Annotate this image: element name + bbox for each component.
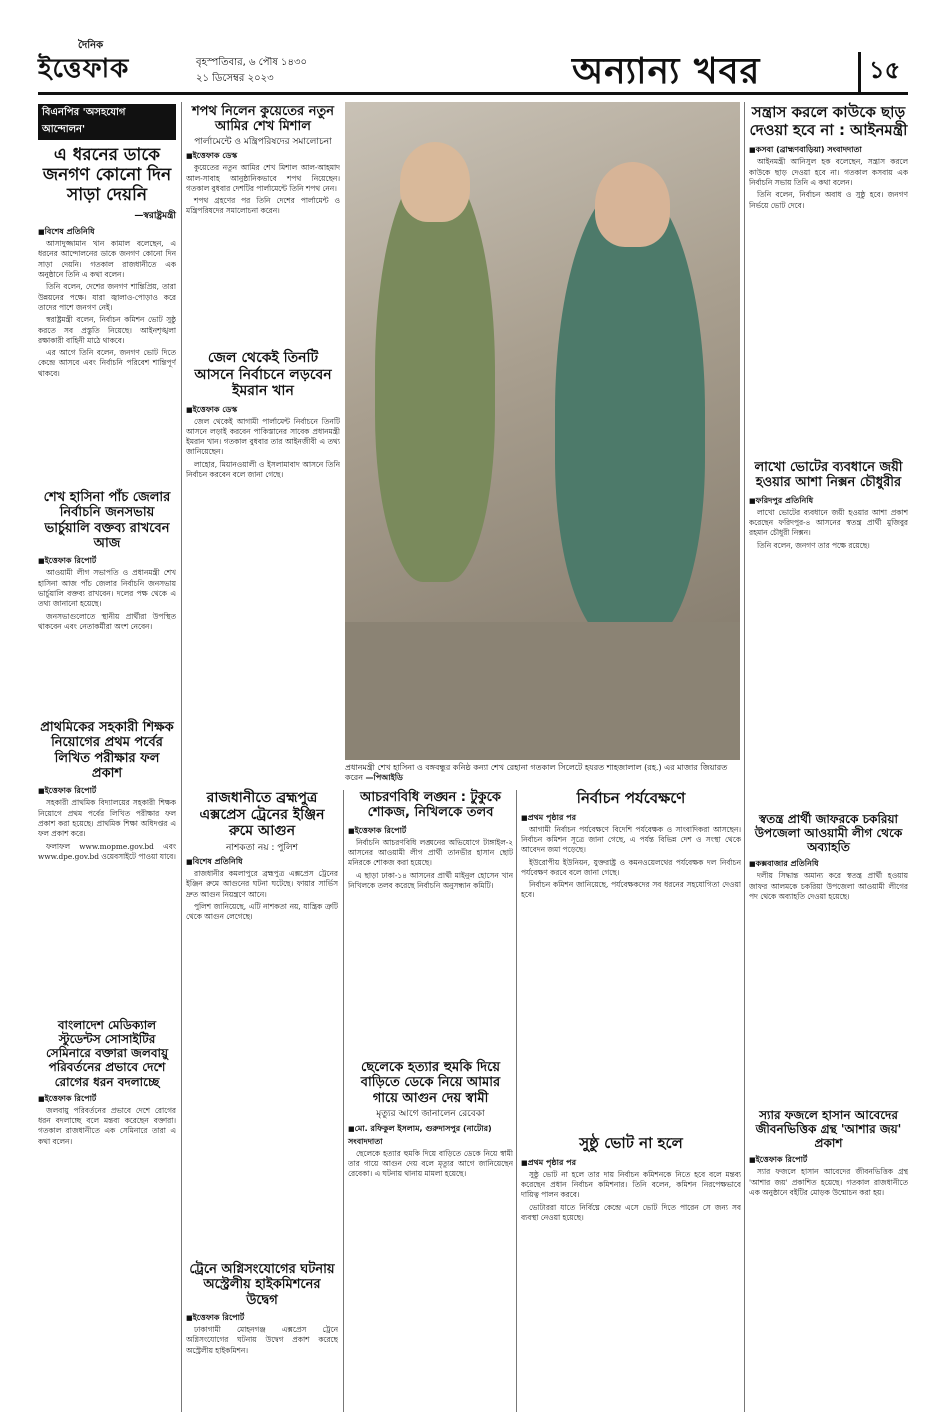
paragraph: তিনি বলেন, নির্বাচন অবাধ ও সুষ্ঠু হবে। জনগণ নির্ভয়ে ভোট দেবে। <box>749 190 908 210</box>
column-divider <box>343 790 344 1412</box>
article-pm-rally <box>38 490 176 743</box>
article-headline: স্বতন্ত্র প্রার্থী জাফরকে চকরিয়া উপজেলা আওয়ামী লীগ থেকে অব্যাহতি <box>754 812 903 855</box>
article-headline: শপথ নিলেন কুয়েতের নতুন আমির শেখ মিশাল <box>191 104 335 135</box>
column-divider <box>744 102 745 1412</box>
article-body <box>38 798 176 978</box>
masthead-rule <box>38 92 908 95</box>
article-byline: ■ কসবা (ব্রাহ্মণবাড়িয়া) সংবাদদাতা <box>749 144 908 157</box>
article-bnp-movement <box>38 104 176 529</box>
date-bangla: বৃহস্পতিবার, ৬ পৌষ ১৪৩০ <box>196 57 308 68</box>
paragraph: ঢাকাগামী মোহনগঞ্জ এক্সপ্রেস ট্রেনে অগ্নিসংযোগের ঘটনায় উদ্বেগ প্রকাশ করেছে অস্ট্রেলীয় হাইকমিশন। <box>186 1324 338 1355</box>
article-headline: ছেলেকে হত্যার হুমকি দিয়ে বাড়িতে ডেকে নিয়ে আমার গায়ে আগুন দেয় স্বামী <box>360 1060 501 1106</box>
article-byline: ■ ফরিদপুর প্রতিনিধি <box>749 495 908 508</box>
article-kuwait-emir <box>186 104 340 303</box>
paragraph: আওয়ামী লীগ সভাপতি ও প্রধানমন্ত্রী শেখ হাসিনা আজ পাঁচ জেলার নির্বাচনি জনসভায় ভার্চুয়ালি বক্তব্য রাখবেন। দলের পক্ষ থেকে এ তথ্য জানানো হয়েছে। <box>38 568 176 609</box>
article-headline: ট্রেনে অগ্নিসংযোগের ঘটনায় অস্ট্রেলীয় হাইকমিশনের উদ্বেগ <box>189 1262 335 1308</box>
paragraph: জনসভাগুলোতে স্থানীয় প্রার্থীরা উপস্থিত থাকবেন এবং নেতাকর্মীরা অংশ নেবেন। <box>38 611 176 631</box>
article-headline: স্যার ফজলে হাসান আবেদের জীবনভিত্তিক গ্রন্থ 'আশার জয়' প্রকাশ <box>755 1108 902 1151</box>
paragraph: এ ছাড়া ঢাকা-১৪ আসনের প্রার্থী মাইনুল হোসেন খান নিখিলকে তলব করেছে নির্বাচনি অনুসন্ধান কমিটি। <box>348 870 513 890</box>
paragraph: লাহোর, মিয়ানওয়ালী ও ইসলামাবাদ আসনে তিনি নির্বাচন করবেন বলে জানা গেছে। <box>186 459 340 480</box>
photo-floor <box>345 622 740 760</box>
photo-credit: —পিআইডি <box>365 773 403 782</box>
paragraph: রাজধানীর কমলাপুরে ব্রহ্মপুত্র এক্সপ্রেস ট্রেনের ইঞ্জিন রুমে আগুনের ঘটনা ঘটেছে। ফায়ার সার্ভিস দ্রুত আগুন নিয়ন্ত্রণে আনে। <box>186 869 338 899</box>
newspaper-logo <box>38 38 178 86</box>
article-body <box>348 1149 513 1389</box>
article-body <box>348 838 513 1088</box>
column-divider <box>181 102 182 1412</box>
article-election-observe <box>521 790 741 1155</box>
article-byline: ■ ইত্তেফাক রিপোর্ট <box>348 825 513 838</box>
article-nixon-chowdhury <box>749 460 908 818</box>
paragraph: স্বরাষ্ট্রমন্ত্রী বলেন, নির্বাচন কমিশন ভোট সুষ্ঠু করতে সব প্রস্তুতি নিয়েছে। আইনশৃঙ্খলা রক্ষাকারী বাহিনী মাঠে থাকবে। <box>38 315 176 345</box>
article-body <box>38 239 176 529</box>
page-number: ১৫ <box>858 52 900 92</box>
article-byline: ■ বিশেষ প্রতিনিধি <box>38 226 176 239</box>
paragraph: আগামী নির্বাচন পর্যবেক্ষণে বিদেশি পর্যবেক্ষক ও সাংবাদিকরা আসছেন। নির্বাচন কমিশন সূত্রে জানা গেছে, এ পর্যন্ত বিভিন্ন দেশ ও সংস্থা থেকে আবেদন জমা পড়েছে। <box>521 824 741 855</box>
paragraph: তিনি বলেন, দেশের জনগণ শান্তিপ্রিয়, তারা উন্নয়নের পক্ষে। যারা জ্বালাও-পোড়াও করে তাদের পাশে জনগণ নেই। <box>38 282 176 312</box>
paragraph: সুষ্ঠু ভোট না হলে তার দায় নির্বাচন কমিশনকে নিতে হবে বলে মন্তব্য করেছেন প্রধান নির্বাচন কমিশনার। তিনি বলেন, কমিশন নিরপেক্ষভাবে দায়িত্ব পালন করবে। <box>521 1169 741 1200</box>
masthead <box>0 0 945 90</box>
article-headline: সন্ত্রাস করলে কাউকে ছাড় দেওয়া হবে না : আইনমন্ত্রী <box>749 103 908 139</box>
paragraph: এর আগে তিনি বলেন, জনগণ ভোট দিতে কেন্দ্রে আসবে এবং নির্বাচনি পরিবেশ শান্তিপূর্ণ থাকবে। <box>38 348 176 378</box>
article-australia-concern <box>186 1262 338 1415</box>
article-byline: ■ ইত্তেফাক রিপোর্ট <box>38 785 176 798</box>
paragraph: পুলিশ জানিয়েছে, এটি নাশকতা নয়, যান্ত্রিক ত্রুটি থেকে আগুন লেগেছে। <box>186 902 338 922</box>
article-byline: ■ ইত্তেফাক রিপোর্ট <box>38 1093 176 1106</box>
paragraph: আইনমন্ত্রী আনিসুল হক বলেছেন, সন্ত্রাস করলে কাউকে ছাড় দেওয়া হবে না। গতকাল কসবায় এক নির্বাচনি সভায় তিনি এ কথা বলেন। <box>749 157 908 187</box>
caption-text: প্রধানমন্ত্রী শেখ হাসিনা ও বঙ্গবন্ধুর কনিষ্ঠ কন্যা শেখ রেহানা গতকাল সিলেটে হযরত শাহজালাল (রহ.) এর মাজার জিয়ারত করেন <box>345 763 728 782</box>
paragraph: ফলাফল www.mopme.gov.bd এবং www.dpe.gov.bd ওয়েবসাইটে পাওয়া যাবে। <box>38 841 176 861</box>
article-byline: ■ কক্সবাজার প্রতিনিধি <box>749 858 908 871</box>
article-byline: ■ বিশেষ প্রতিনিধি <box>186 856 338 869</box>
logo-small-text: দৈনিক <box>78 40 104 51</box>
article-jafar-expelled <box>749 812 908 1111</box>
article-body <box>186 417 340 697</box>
article-teacher-exam <box>38 720 176 978</box>
article-body <box>749 508 908 818</box>
article-body <box>749 871 908 1111</box>
article-headline: প্রাথমিকের সহকারী শিক্ষক নিয়োগের প্রথম পর্বের লিখিত পরীক্ষার ফল প্রকাশ <box>40 720 174 781</box>
photo-figure <box>375 162 495 582</box>
article-body <box>38 1106 176 1336</box>
article-code-violation <box>348 790 513 1088</box>
article-body <box>521 1170 741 1400</box>
article-body <box>186 1325 338 1415</box>
paragraph: জলবায়ু পরিবর্তনের প্রভাবে দেশে রোগের ধরন বদলাচ্ছে বলে মন্তব্য করেছেন বক্তারা। গতকাল রাজধানীতে এক সেমিনারে তারা এ কথা বলেন। <box>38 1105 176 1146</box>
paragraph: সহকারী প্রাথমিক বিদ্যালয়ের সহকারী শিক্ষক নিয়োগে প্রথম পর্বের লিখিত পরীক্ষার ফল প্রকাশ করা হয়েছে। প্রাথমিক শিক্ষা অধিদপ্তর এ ফল প্রকাশ করে। <box>38 798 176 839</box>
article-body <box>186 869 338 1079</box>
section-title: অন্যান্য খবর <box>572 50 761 92</box>
article-subhead: নাশকতা নয় : পুলিশ <box>226 842 298 853</box>
article-body <box>38 568 176 743</box>
paragraph: জেল থেকেই আগামী পার্লামেন্ট নির্বাচনে তিনটি আসনে লড়াই করবেন পাকিস্তানের সাবেক প্রধানমন্ত্রী ইমরান খান। গতকাল বুধবার তার আইনজীবী এ তথ্য জানিয়েছেন। <box>186 416 340 457</box>
paragraph: ভোটাররা যাতে নির্বিঘ্নে কেন্দ্রে এসে ভোট দিতে পারেন সে জন্য সব ব্যবস্থা নেওয়া হয়েছে। <box>521 1202 741 1222</box>
paragraph: স্যার ফজলে হাসান আবেদের জীবনভিত্তিক গ্রন্থ 'আশার জয়' প্রকাশিত হয়েছে। গতকাল রাজধানীতে এক অনুষ্ঠানে বইটির মোড়ক উন্মোচন করা হয়। <box>749 1167 908 1198</box>
article-byline: ■ প্রথম পৃষ্ঠার পর <box>521 812 741 825</box>
article-headline: লাখো ভোটের ব্যবধানে জয়ী হওয়ার আশা নিক্সন চৌধুরীর <box>754 460 903 491</box>
article-byline: ■ মো. রফিকুল ইসলাম, গুরুদাসপুর (নাটোর) সংবাদদাতা <box>348 1123 513 1149</box>
photo-caption <box>345 763 740 783</box>
article-body <box>749 157 908 447</box>
article-kicker: বিএনপির 'অসহযোগ আন্দোলন' <box>38 104 176 140</box>
article-husband-fire <box>348 1060 513 1389</box>
article-headline: রাজধানীতে ব্রহ্মপুত্র এক্সপ্রেস ট্রেনের ইঞ্জিন রুমে আগুন <box>199 790 325 840</box>
photo-face <box>595 162 670 247</box>
article-headline: জেল থেকেই তিনটি আসনে নির্বাচনে লড়বেন ইমরান খান <box>194 350 332 400</box>
photo-figure <box>555 182 705 642</box>
article-headline: সুষ্ঠু ভোট না হলে <box>579 1134 683 1152</box>
photo-face <box>400 142 470 222</box>
article-byline: ■ ইত্তেফাক ডেস্ক <box>186 150 340 163</box>
article-law-minister <box>749 104 908 447</box>
date-english: ২১ ডিসেম্বর ২০২৩ <box>196 73 274 84</box>
article-byline: ■ ইত্তেফাক ডেস্ক <box>186 404 340 417</box>
article-train-fire <box>186 790 338 1079</box>
logo-main-text: ইত্তেফাক <box>38 54 130 84</box>
article-headline: আচরণবিধি লঙ্ঘন : টুকুকে শোকজ, নিখিলকে তলব <box>360 790 501 821</box>
article-abed-book <box>749 1108 908 1407</box>
article-byline: ■ ইত্তেফাক রিপোর্ট <box>186 1312 338 1325</box>
article-subhead: পার্লামেন্টে ও মন্ত্রিপরিষদের সমালোচনা <box>194 136 332 147</box>
article-body <box>749 1167 908 1407</box>
article-body <box>186 163 340 303</box>
article-subhead: মৃত্যুর আগে জানালেন রেবেকা <box>376 1108 485 1119</box>
article-body <box>521 825 741 1155</box>
paragraph: আসাদুজ্জামান খান কামাল বলেছেন, এ ধরনের আন্দোলনের ডাকে জনগণ কোনো দিন সাড়া দেয়নি। গতকাল রাজধানীতে এক অনুষ্ঠানে তিনি এ কথা বলেন। <box>38 239 176 280</box>
photo-prayer <box>345 102 740 760</box>
article-imran-khan <box>186 350 340 697</box>
article-headline: শেখ হাসিনা পাঁচ জেলার নির্বাচনি জনসভায় ভার্চুয়ালি বক্তব্য রাখবেন আজ <box>43 490 171 551</box>
paragraph: লাখো ভোটের ব্যবধানে জয়ী হওয়ার আশা প্রকাশ করেছেন ফরিদপুর-৪ আসনের স্বতন্ত্র প্রার্থী মুজিবুর রহমান চৌধুরী নিক্সন। <box>749 507 908 538</box>
paragraph: দলীয় সিদ্ধান্ত অমান্য করে স্বতন্ত্র প্রার্থী হওয়ায় জাফর আলমকে চকরিয়া উপজেলা আওয়ামী লীগের পদ থেকে অব্যাহতি দেওয়া হয়েছে। <box>749 871 908 902</box>
paragraph: শপথ গ্রহণের পর তিনি দেশের পার্লামেন্ট ও মন্ত্রিপরিষদের সমালোচনা করেন। <box>186 196 340 216</box>
paragraph: ইউরোপীয় ইউনিয়ন, যুক্তরাষ্ট্র ও কমনওয়েলথের পর্যবেক্ষক দল নির্বাচন পর্যবেক্ষণ করবে বলে জানা গেছে। <box>521 857 741 877</box>
article-climate-seminar <box>38 1018 176 1336</box>
article-headline: এ ধরনের ডাকে জনগণ কোনো দিন সাড়া দেয়নি <box>42 145 172 206</box>
paragraph: নির্বাচনি আচরণবিধি লঙ্ঘনের অভিযোগে টাঙ্গাইল-২ আসনের আওয়ামী লীগ প্রার্থী তানভীর হাসান ছোট মনিরকে শোকজ করা হয়েছে। <box>348 837 513 868</box>
date-block <box>196 55 307 87</box>
article-fair-vote <box>521 1135 741 1400</box>
paragraph: কুয়েতের নতুন আমির শেখ মিশাল আল-আহমাদ আল-সাবাহ আনুষ্ঠানিকভাবে শপথ নিয়েছেন। গতকাল বুধবার দেশটির পার্লামেন্টে তিনি শপথ নেন। <box>186 163 340 193</box>
paragraph: ছেলেকে হত্যার হুমকি দিয়ে বাড়িতে ডেকে নিয়ে স্বামী তার গায়ে আগুন দেয় বলে মৃত্যুর আগে জানিয়েছেন রেবেকা। এ ঘটনায় থানায় মামলা হয়েছে। <box>348 1148 513 1179</box>
paragraph: তিনি বলেন, জনগণ তার পক্ষে রয়েছে। <box>757 540 870 550</box>
article-headline: নির্বাচন পর্যবেক্ষণে <box>576 789 686 807</box>
article-subhead: —স্বরাষ্ট্রমন্ত্রী <box>134 211 176 222</box>
article-byline: ■ প্রথম পৃষ্ঠার পর <box>521 1157 741 1170</box>
paragraph: নির্বাচন কমিশন জানিয়েছে, পর্যবেক্ষকদের সব ধরনের সহযোগিতা দেওয়া হবে। <box>521 880 741 900</box>
article-headline: বাংলাদেশ মেডিক্যাল স্টুডেন্টস সোসাইটির সেমিনারে বক্তারা জলবায়ু পরিবর্তনের প্রভাবে দেশে রোগের ধরন বদলাচ্ছে <box>45 1018 169 1089</box>
article-byline: ■ ইত্তেফাক রিপোর্ট <box>749 1154 908 1167</box>
column-divider <box>516 790 517 1412</box>
article-byline: ■ ইত্তেফাক রিপোর্ট <box>38 555 176 568</box>
